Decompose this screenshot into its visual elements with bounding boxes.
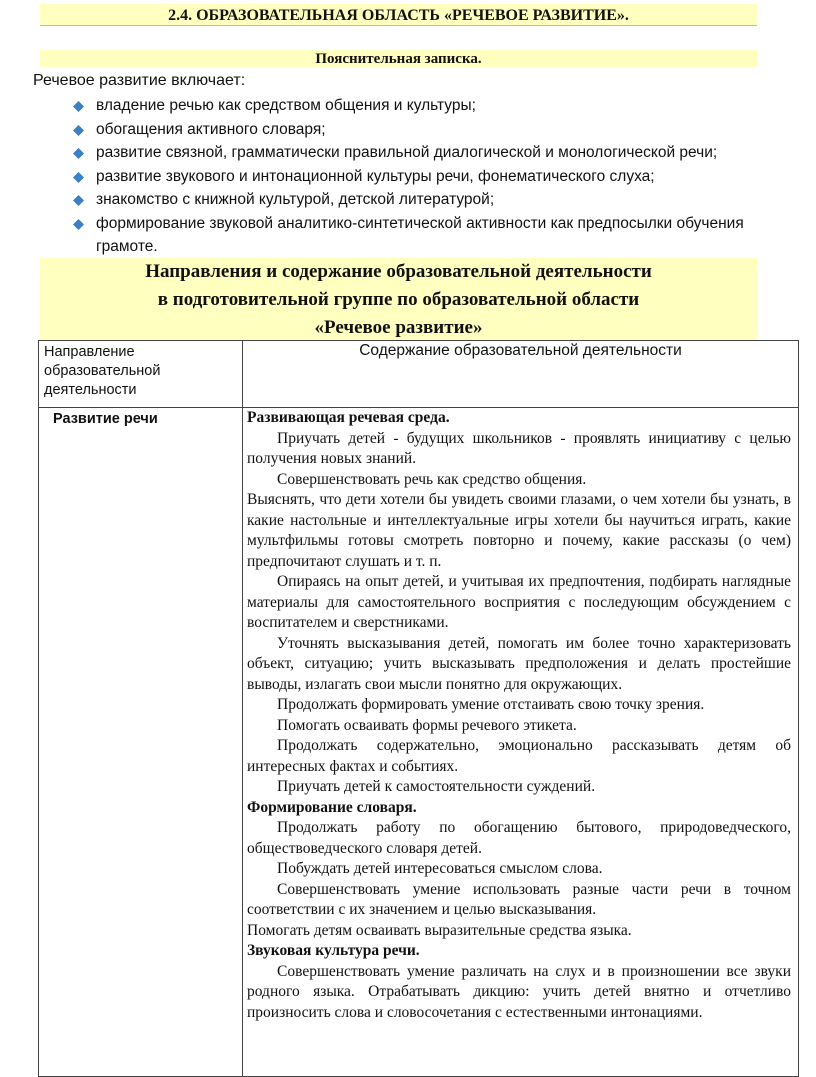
bullet-icon — [73, 125, 84, 136]
bullet-icon — [73, 172, 84, 183]
paragraph: Опираясь на опыт детей, и учитывая их предпочтения, подбирать наглядные материалы для самостоятельного восприятия с последующим обсуждением с воспитателем и сверстниками. — [247, 573, 791, 631]
heading-line-3: «Речевое развитие» — [314, 317, 483, 338]
paragraph: Совершенствовать речь как средство общения. — [277, 470, 587, 488]
list-item: развитие связной, грамматически правильной диалогической и монологической речи; — [72, 141, 772, 165]
paragraph: Выяснять, что дети хотели бы увидеть своими глазами, о чем хотели бы узнать, в какие настольные и интеллектуальные игры хотели бы научиться играть, какие мультфильмы готовы смотреть повторно и почему, какие рассказы (о чем) предпочитают слушать и т. п. — [247, 491, 791, 570]
heading-line-1: Направления и содержание образовательной деятельности — [145, 261, 652, 282]
list-item: владение речью как средством общения и культуры; — [72, 94, 772, 118]
table-row — [39, 408, 799, 1077]
paragraph: Совершенствовать умение использовать разные части речи в точном соответствии с их значением и целью высказывания. — [247, 880, 791, 918]
list-item: обогащения активного словаря; — [72, 118, 772, 142]
intro-text: Речевое развитие включает: — [33, 72, 246, 89]
table-header-row — [39, 341, 799, 408]
paragraph: Развивающая речевая среда. — [247, 409, 450, 426]
bullet-icon — [73, 219, 84, 230]
note-title: Пояснительная записка. — [40, 50, 757, 67]
paragraph: Продолжать формировать умение отстаивать свою точку зрения. — [277, 696, 705, 713]
column-header-direction: Направление образовательной деятельности — [39, 341, 243, 408]
table-heading — [40, 258, 757, 340]
content-table — [38, 340, 799, 1077]
bullet-icon — [73, 101, 84, 112]
paragraph: Формирование словаря. — [247, 798, 417, 816]
list-item: знакомство с книжной культурой, детской литературой; — [72, 188, 772, 212]
paragraph: Звуковая культура речи. — [247, 942, 420, 959]
bullet-icon — [73, 195, 84, 206]
column-header-content: Содержание образовательной деятельности — [243, 341, 799, 408]
heading-line-2: в подготовительной группе по образовательной области — [157, 289, 640, 310]
bullet-list — [72, 94, 772, 259]
paragraph: Продолжать работу по обогащению бытового, природоведческого, обществоведческого словаря детей. — [247, 819, 791, 857]
paragraph: Уточнять высказывания детей, помогать им более точно характеризовать объект, ситуацию; учить высказывать предположения и делать простейшие выводы, излагать свои мысли понятно для окружающих. — [247, 634, 791, 693]
paragraph: Помогать детям осваивать выразительные средства языка. — [247, 921, 632, 939]
bullet-icon — [73, 148, 84, 159]
paragraph: Продолжать содержательно, эмоционально рассказывать детям об интересных фактах и событиях. — [247, 737, 791, 775]
paragraph: Совершенствовать умение различать на слух и в произношении все звуки родного языка. Отрабатывать дикцию: учить детей внятно и отчетливо произносить слова и словосочетания с естественными интонациями. — [247, 962, 791, 1021]
list-item: формирование звуковой аналитико-синтетической активности как предпосылки обучения грамоте. — [72, 212, 772, 259]
paragraph: Приучать детей к самостоятельности суждений. — [277, 778, 596, 795]
section-title: 2.4. ОБРАЗОВАТЕЛЬНАЯ ОБЛАСТЬ «РЕЧЕВОЕ РАЗВИТИЕ». — [40, 4, 757, 26]
paragraph: Побуждать детей интересоваться смыслом слова. — [277, 860, 603, 877]
content-cell — [243, 408, 799, 1077]
paragraph: Помогать осваивать формы речевого этикета. — [277, 716, 577, 734]
paragraph: Приучать детей - будущих школьников - проявлять инициативу с целью получения новых знаний. — [247, 429, 791, 467]
list-item: развитие звукового и интонационной культуры речи, фонематического слуха; — [72, 165, 772, 189]
direction-cell: Развитие речи — [39, 408, 243, 1077]
